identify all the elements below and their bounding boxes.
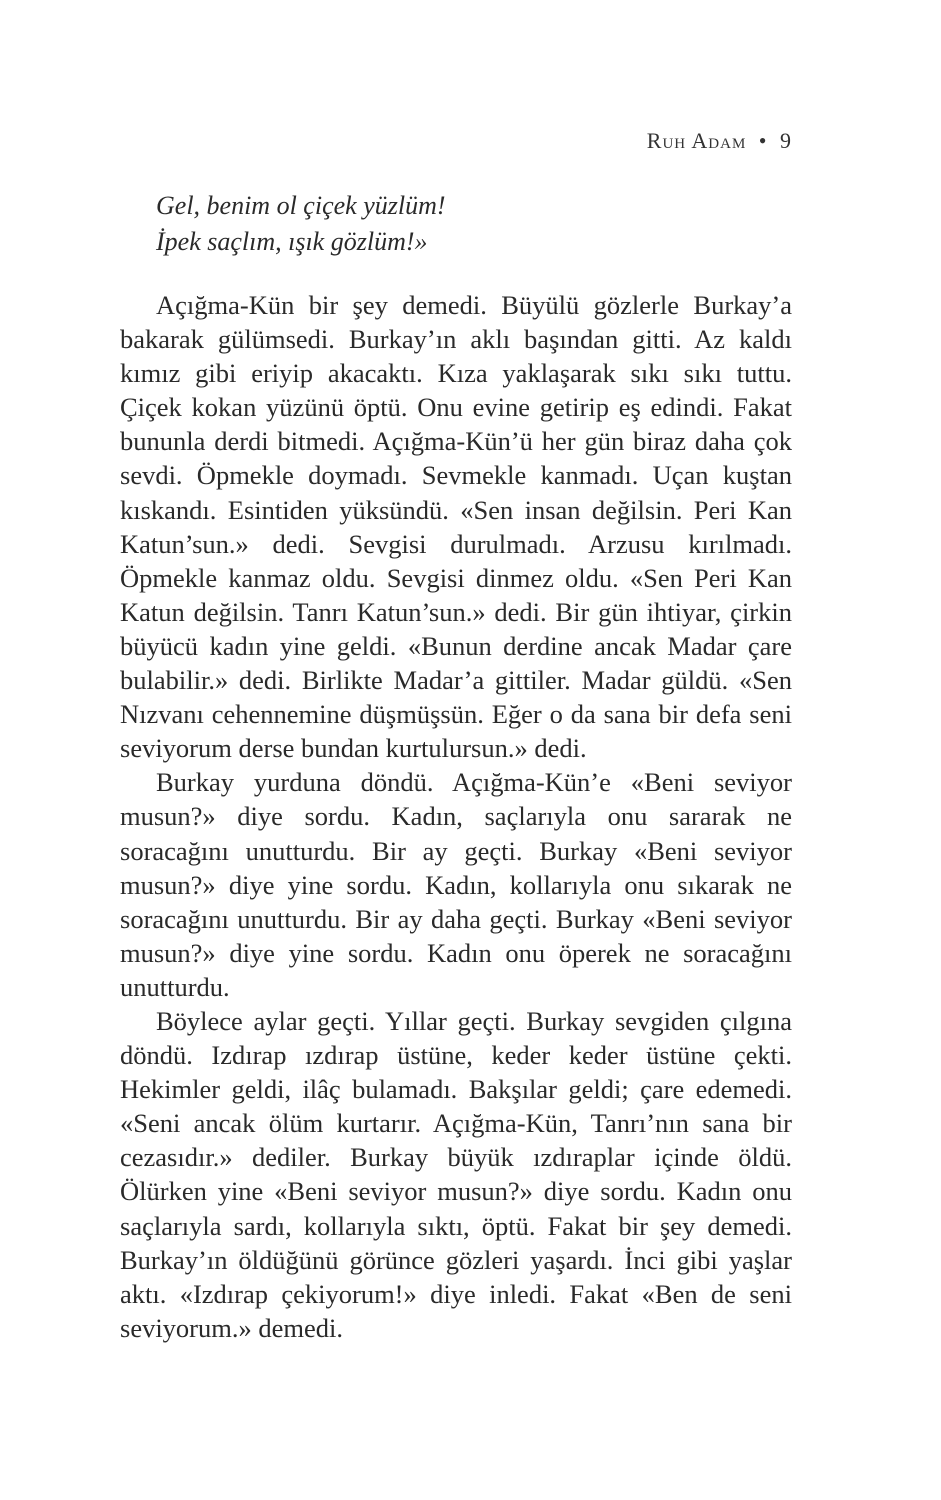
paragraph: Açığma-Kün bir şey demedi. Büyülü gözlerle Burkay’a bakarak gülümsedi. Burkay’ın aklı başından gitti. Az kaldı kımız gibi eriyip akacaktı. Kıza yaklaşarak sıkı sıkı tuttu. Çiçek kokan yüzünü öptü. Onu evine getirip eş edindi. Fakat bununla derdi bitmedi. Açığma-Kün’ü her gün biraz daha çok sevdi. Öpmekle doymadı. Sevmekle kanmadı. Uçan kuştan kıskandı. Esintiden yüksündü. «Sen insan değilsin. Peri Kan Katun’sun.» dedi. Sevgisi durulmadı. Arzusu kırılmadı. Öpmekle kanmaz oldu. Sevgisi dinmez oldu. «Sen Peri Kan Katun değilsin. Tanrı Katun’sun.» dedi. Bir gün ihtiyar, çirkin büyücü kadın yine geldi. «Bunun derdine ancak Madar çare bulabilir.» dedi. Birlikte Madar’a gittiler. Madar güldü. «Sen Nızvanı cehennemine düşmüşsün. Eğer o da sana bir defa seni seviyorum derse bundan kurtulursun.» dedi. bbox=[120, 290, 792, 764]
header-separator: • bbox=[758, 128, 768, 153]
running-header bbox=[120, 128, 792, 154]
paragraph: Burkay yurduna döndü. Açığma-Kün’e «Beni seviyor musun?» diye sordu. Kadın, saçlarıyla onu sararak ne soracağını unutturdu. Bir ay geçti. Burkay «Beni seviyor musun?» diye yine sordu. Kadın, kollarıyla onu sıkarak ne soracağını unutturdu. Bir ay daha geçti. Burkay «Beni seviyor musun?» diye yine sordu. Kadın onu öperek ne soracağını unutturdu. bbox=[120, 767, 792, 1002]
poem-line: Gel, benim ol çiçek yüzlüm! bbox=[156, 191, 446, 220]
page-number: 9 bbox=[780, 128, 792, 153]
book-title: Ruh Adam bbox=[646, 128, 747, 153]
poem-excerpt bbox=[156, 188, 756, 260]
paragraph: Böylece aylar geçti. Yıllar geçti. Burkay sevgiden çılgına döndü. Izdırap ızdırap üstüne, keder keder üstüne çekti. Hekimler geldi, ilâç bulamadı. Bakşılar geldi; çare edemedi. «Seni ancak ölüm kurtarır. Açığma-Kün, Tanrı’nın sana bir cezasıdır.» dediler. Burkay büyük ızdıraplar içinde öldü. Ölürken yine «Beni seviyor musun?» diye sordu. Kadın onu saçlarıyla sardı, kollarıyla sıktı, öptü. Fakat bir şey demedi. Burkay’ın öldüğünü görünce gözleri yaşardı. İnci gibi yaşlar aktı. «Izdırap çekiyorum!» diye inledi. Fakat «Ben de seni seviyorum.» demedi. bbox=[120, 1005, 792, 1343]
body-text bbox=[120, 288, 792, 1345]
poem-line: İpek saçlım, ışık gözlüm!» bbox=[156, 227, 428, 256]
